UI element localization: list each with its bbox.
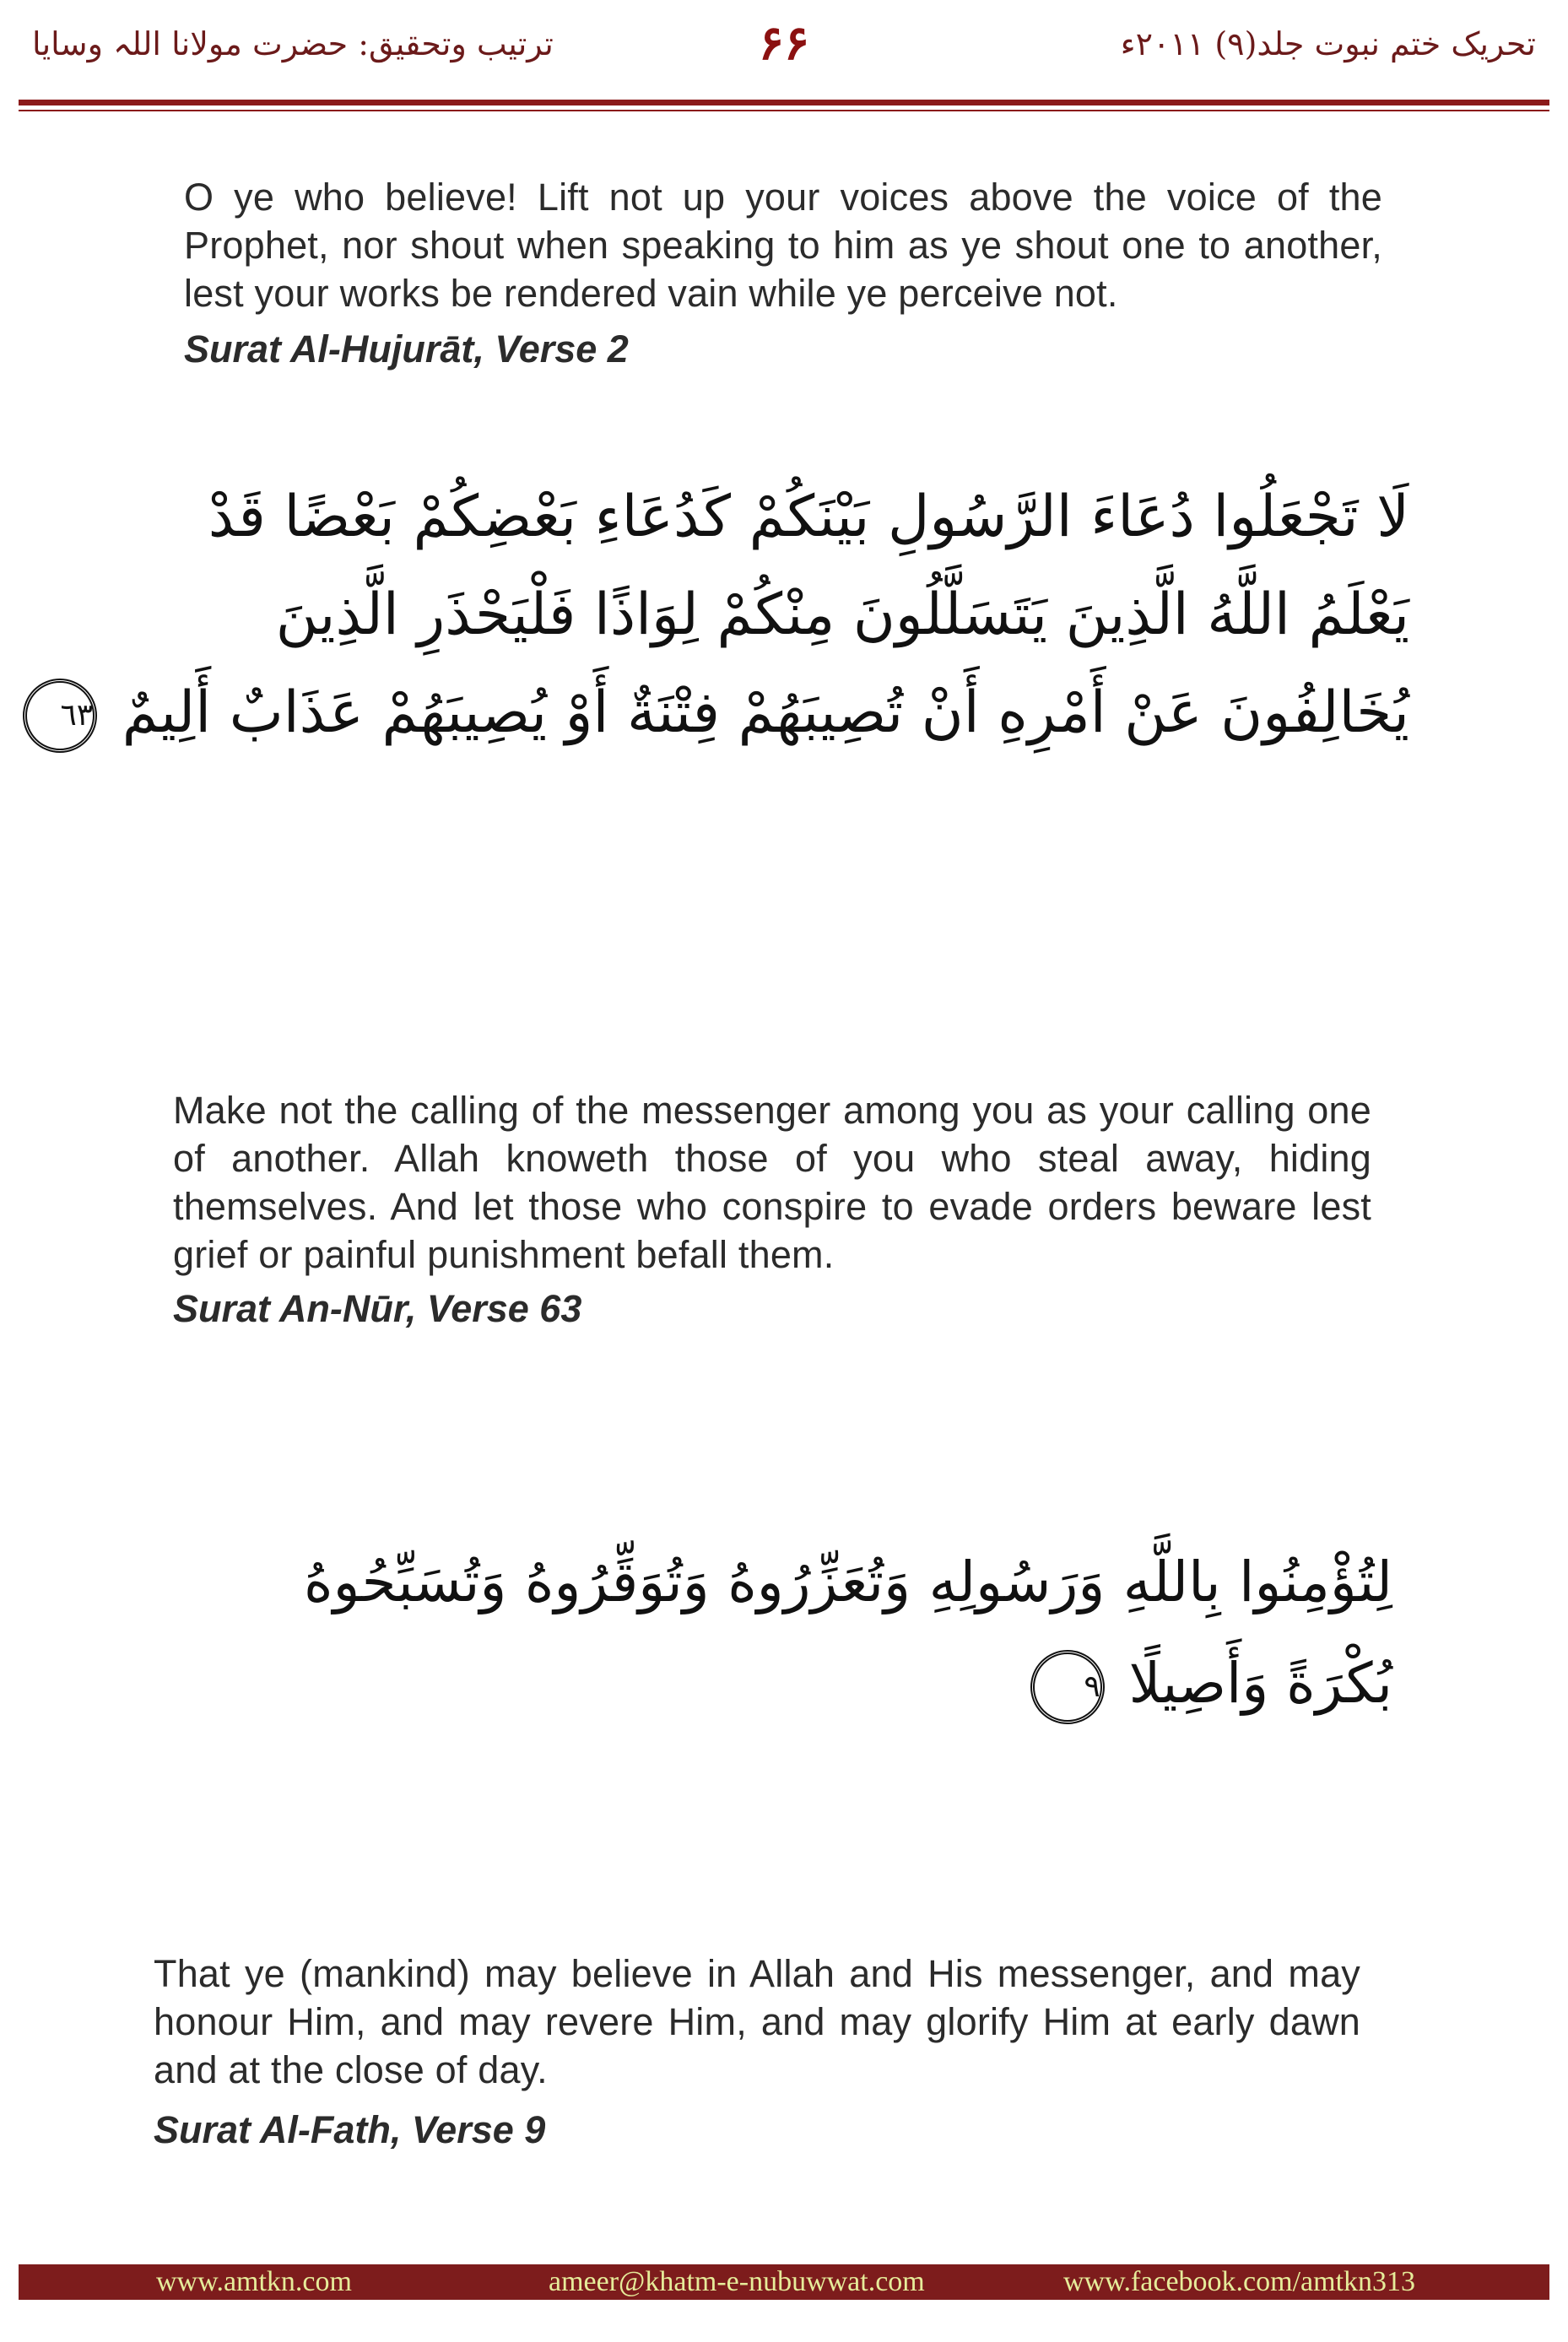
page-header — [0, 0, 1568, 118]
verse-translation-2: Make not the calling of the messenger among you as your calling one of another. Allah knoweth those of you who steal away, hiding themselves. And let those who conspire to evade orders beware lest grief or painful punishment befall them. — [173, 1089, 1371, 1276]
page-footer — [19, 2264, 1549, 2300]
arabic-line: بُكْرَةً وَأَصِيلًا ٩ — [304, 1633, 1392, 1734]
header-book-title: تحریک ختم نبوت جلد(۹) ۲۰۱۱ء — [1120, 25, 1536, 62]
ayah-number-marker: ٩ — [1030, 1650, 1105, 1724]
verse-translation-3: That ye (mankind) may believe in Allah and His messenger, and may honour Him, and may revere Him, and may glorify Him at early dawn and at the close of day. — [154, 1952, 1360, 2091]
page-number: ۶۶ — [758, 15, 810, 71]
header-rule-thick — [19, 100, 1549, 105]
header-compiler-credit: ترتیب وتحقیق: حضرت مولانا اللہ وسایا — [32, 25, 554, 62]
arabic-line: يَعْلَمُ اللَّهُ الَّذِينَ يَتَسَلَّلُونَ مِنْكُمْ لِوَاذًا فَلْيَحْذَرِ الَّذِينَ — [275, 581, 1409, 648]
arabic-verse-3 — [304, 1532, 1392, 1734]
ayah-number-marker: ٦٣ — [23, 679, 97, 753]
verse-translation-1: O ye who believe! Lift not up your voices above the voice of the Prophet, nor shout when speaking to him as ye shout one to another, lest your works be rendered vain while ye perceive not. — [184, 176, 1382, 315]
arabic-line: يُخَالِفُونَ عَنْ أَمْرِهِ أَنْ تُصِيبَهُمْ فِتْنَةٌ أَوْ يُصِيبَهُمْ عَذَابٌ أَلِيمٌ ٦٣ — [287, 664, 1409, 762]
arabic-verse-2 — [60, 468, 1409, 762]
verse-reference-3: Surat Al-Fath, Verse 9 — [154, 2108, 546, 2151]
footer-email-link[interactable]: ameer@khatm-e-nubuwwat.com — [549, 2266, 925, 2297]
arabic-line: لِتُؤْمِنُوا بِاللَّهِ وَرَسُولِهِ وَتُعَزِّرُوهُ وَتُوَقِّرُوهُ وَتُسَبِّحُوهُ — [304, 1550, 1392, 1615]
footer-website-link[interactable]: www.amtkn.com — [156, 2266, 352, 2297]
arabic-line: لَا تَجْعَلُوا دُعَاءَ الرَّسُولِ بَيْنَكُمْ كَدُعَاءِ بَعْضِكُمْ بَعْضًا قَدْ — [208, 484, 1409, 550]
footer-facebook-link[interactable]: www.facebook.com/amtkn313 — [1063, 2266, 1416, 2297]
header-rule-thin — [19, 110, 1549, 111]
verse-reference-1: Surat Al-Hujurāt, Verse 2 — [184, 327, 629, 371]
verse-reference-2: Surat An-Nūr, Verse 63 — [173, 1287, 582, 1330]
